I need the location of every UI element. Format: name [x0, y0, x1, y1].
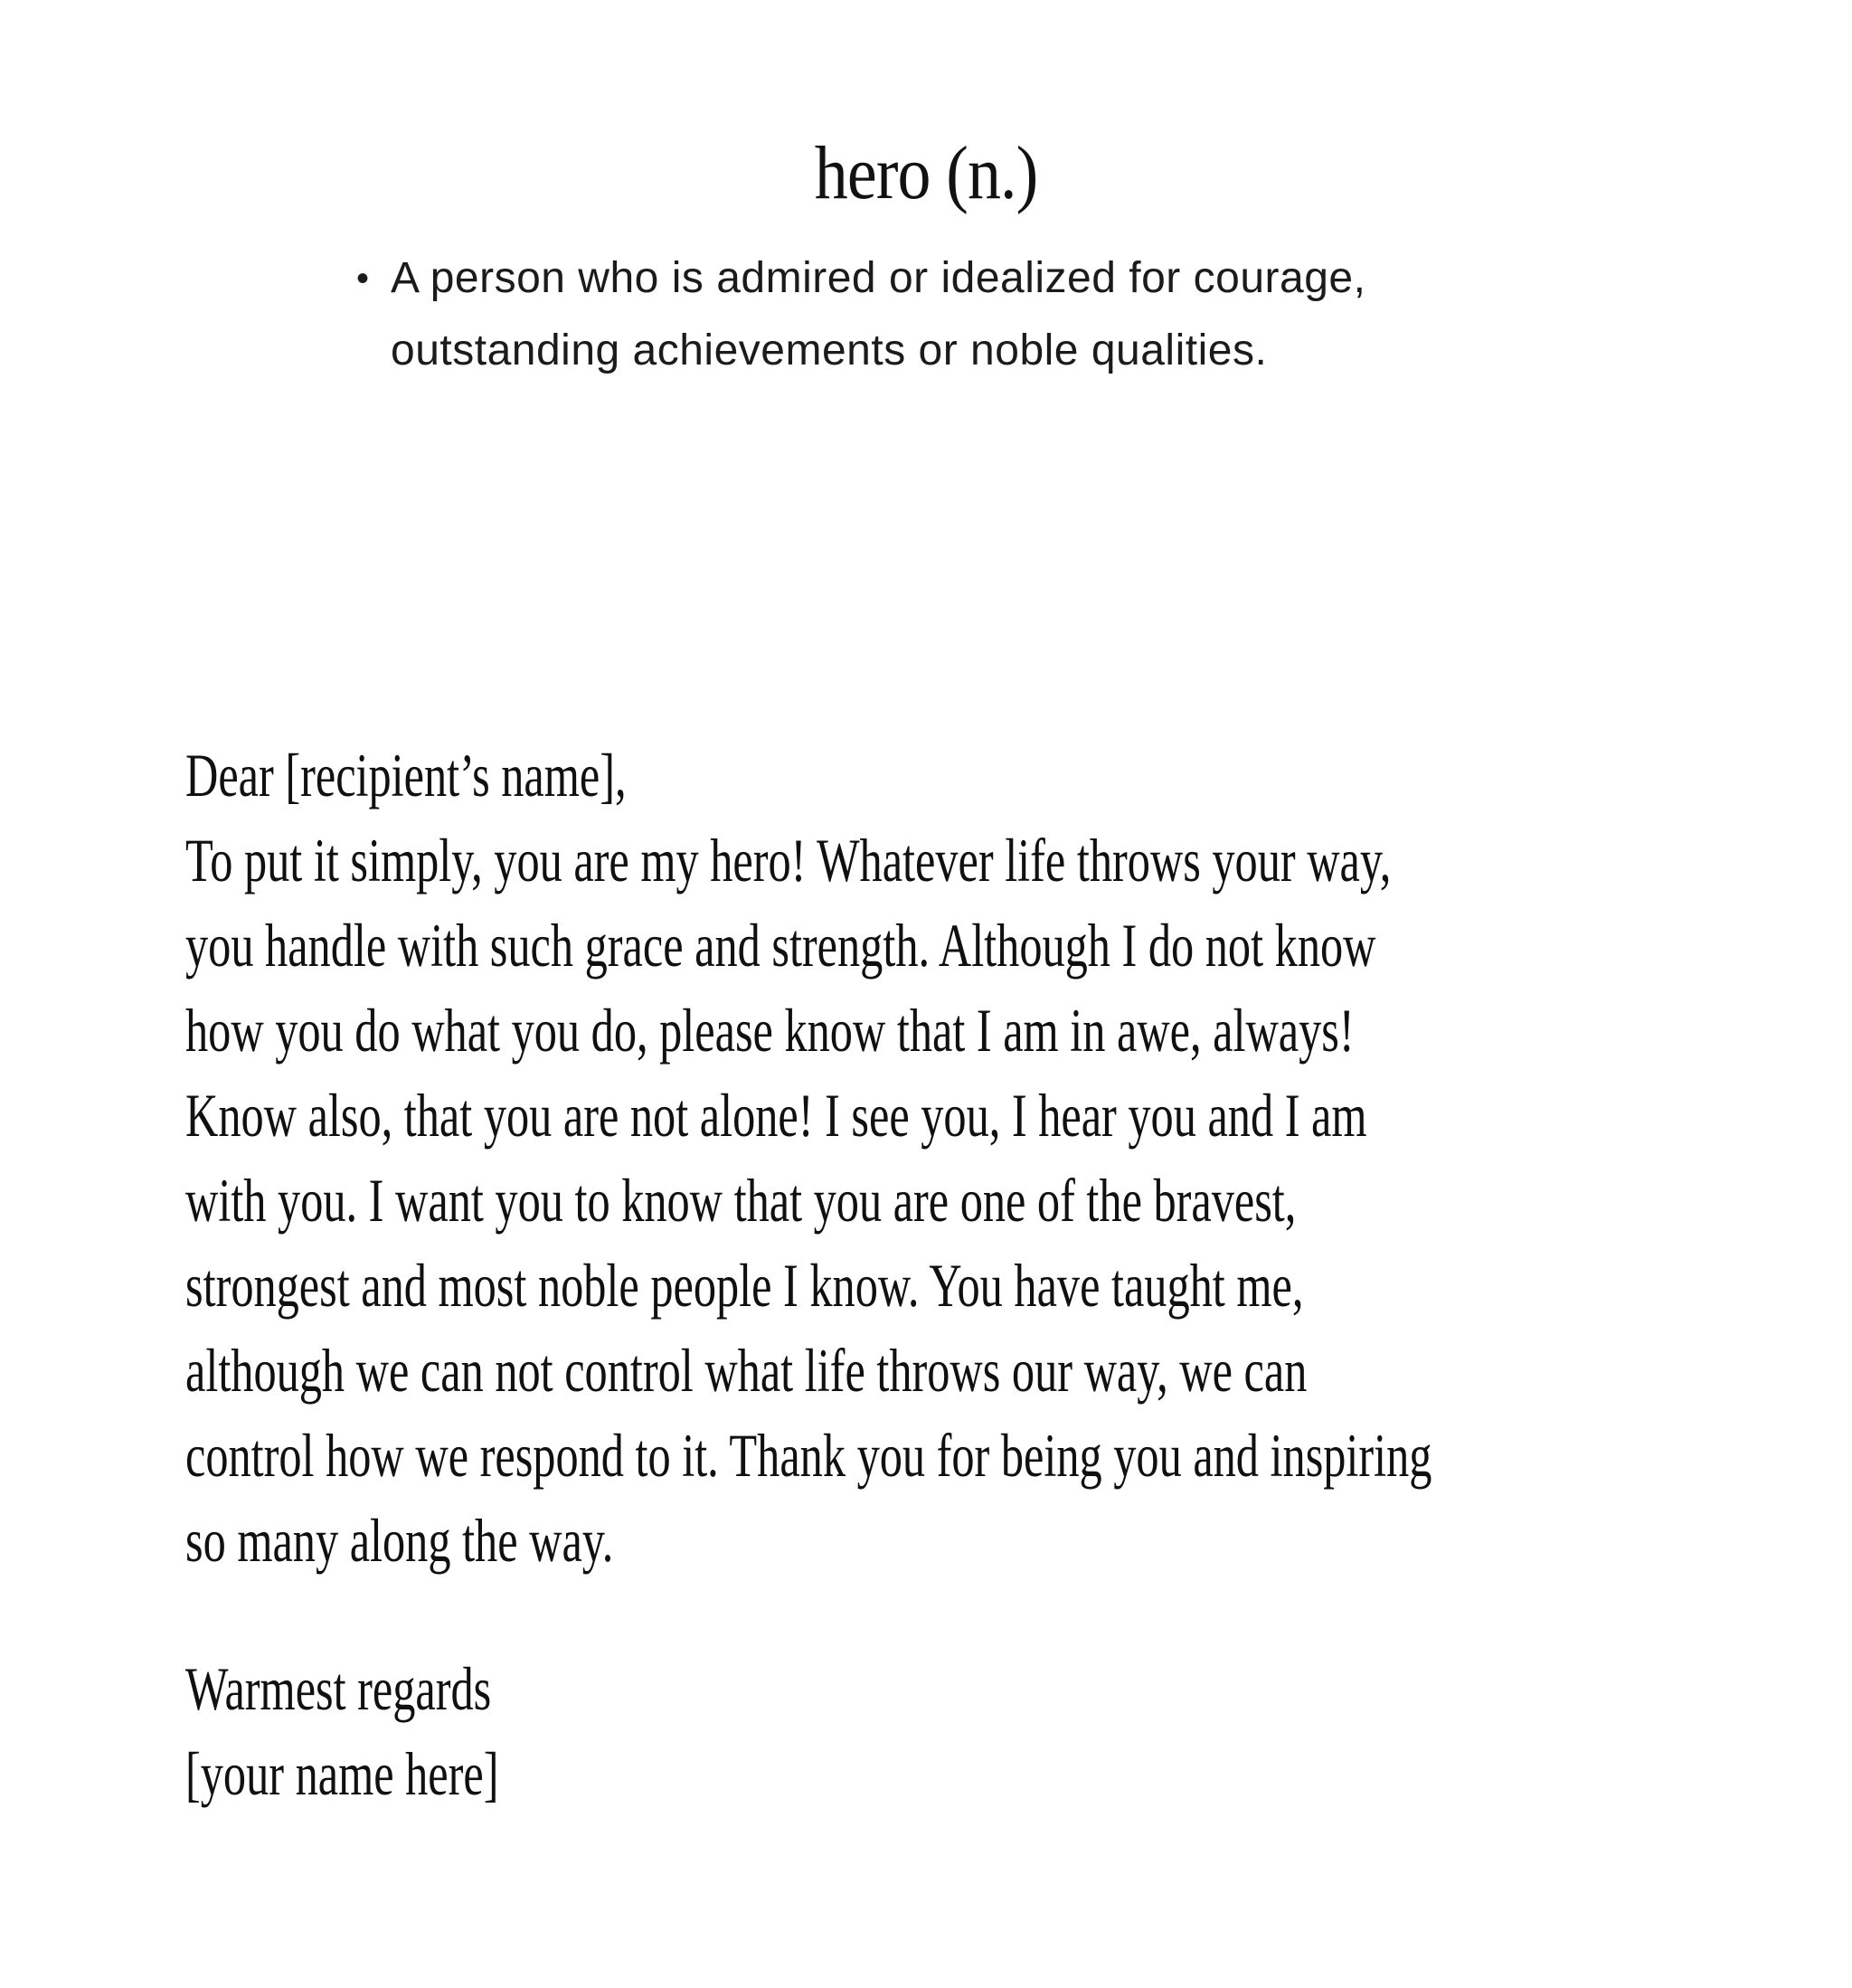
definition-block	[356, 242, 1622, 387]
paragraph-line: although we can not control what life throws our way, we can	[185, 1336, 1308, 1405]
definition-line: outstanding achievements or noble qualities.	[391, 327, 1268, 374]
paragraph-line: how you do what you do, please know that I am in awe, always!	[185, 996, 1355, 1065]
definition-text	[391, 242, 1622, 387]
bullet-marker: •	[356, 259, 370, 298]
definition-bullet-row	[356, 242, 1622, 387]
closing: Warmest regards	[185, 1654, 492, 1723]
salutation: Dear [recipient’s name],	[185, 741, 627, 809]
letter-body	[185, 733, 1777, 1816]
closing-block	[185, 1646, 1777, 1816]
letter-paragraph	[185, 818, 1777, 1583]
paragraph-line: so many along the way.	[185, 1506, 614, 1575]
signature-placeholder: [your name here]	[185, 1739, 499, 1808]
definition-term-text: hero (n.)	[814, 131, 1038, 215]
paragraph-line: with you. I want you to know that you are one of the bravest,	[185, 1166, 1297, 1235]
definition-term-title	[0, 131, 1852, 215]
letter-page	[0, 131, 1852, 1988]
paragraph-line: Know also, that you are not alone! I see you, I hear you and I am	[185, 1081, 1367, 1150]
definition-line: A person who is admired or idealized for courage,	[391, 254, 1366, 302]
paragraph-line: control how we respond to it. Thank you for being you and inspiring	[185, 1421, 1432, 1490]
paragraph-line: To put it simply, you are my hero! Whatever life throws your way,	[185, 826, 1392, 895]
paragraph-line: strongest and most noble people I know. You have taught me,	[185, 1251, 1304, 1320]
paragraph-line: you handle with such grace and strength. Although I do not know	[185, 911, 1376, 980]
